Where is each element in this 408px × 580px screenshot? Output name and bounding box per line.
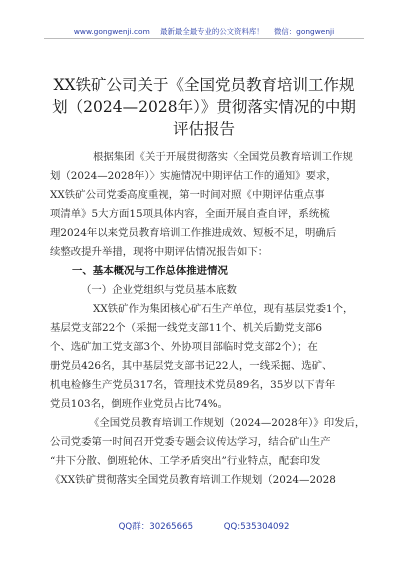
title-line: 划（2024—2028年）》贯彻落实情况的中期 bbox=[52, 98, 356, 116]
body-line: 划（2024—2028年）〉实施情况中期评估工作的通知》要求， bbox=[50, 170, 337, 182]
header-divider bbox=[44, 38, 364, 39]
body-line: 个、选矿加工党支部3个、外协项目部临时党支部2个）；在 bbox=[50, 341, 318, 353]
title-line: 评估报告 bbox=[172, 120, 235, 138]
body-line: “井下分散、倒班轮休、工学矛盾突出”行业特点，配套印发 bbox=[50, 455, 321, 467]
body-line: 党员103名，倒班作业党员占比74%。 bbox=[50, 398, 229, 410]
qq-group: QQ群：30265665 bbox=[118, 522, 194, 532]
body-line: 项清单》5大方面15项具体内容，全面开展自查自评，系统梳 bbox=[50, 208, 330, 220]
site-slogan: 最新最全最专业的公文资料库！ bbox=[160, 27, 264, 36]
body-line: 公司党委第一时间召开党委专题会议传达学习，结合矿山生产 bbox=[50, 436, 331, 448]
title-line: XX铁矿公司关于《全国党员教育培训工作规 bbox=[53, 76, 355, 94]
body-line: 机电检修生产党员317名，管理技术党员89名，35岁以下青年 bbox=[50, 379, 336, 391]
subsection-heading: （一）企业党组织与党员基本底数 bbox=[81, 284, 237, 296]
section-heading: 一、基本概况与工作总体推进情况 bbox=[72, 265, 228, 277]
body-line: 《全国党员教育培训工作规划（2024—2028年）》印发后， bbox=[89, 417, 366, 429]
footer-contact bbox=[0, 520, 408, 532]
header-banner bbox=[0, 26, 408, 37]
qq-number: QQ:535304092 bbox=[223, 522, 290, 532]
body-line: 续整改提升举措，现将中期评估情况报告如下： bbox=[50, 246, 269, 258]
body-line: 根据集团《关于开展贯彻落实〈全国党员教育培训工作规 bbox=[93, 151, 353, 163]
body-line: 《XX铁矿贯彻落实全国党员教育培训工作规划（2024—2028 bbox=[50, 474, 336, 486]
body-line: 理2024年以来党员教育培训工作推进成效、短板不足，明确后 bbox=[50, 227, 337, 239]
body-line: XX铁矿公司党委高度重视，第一时间对照《中期评估重点事 bbox=[50, 189, 325, 201]
document-body bbox=[50, 148, 372, 490]
body-line: 基层党支部22个（采掘一线党支部11个、机关后勤党支部6 bbox=[50, 322, 323, 334]
body-line: XX铁矿作为集团核心矿石生产单位，现有基层党委1个， bbox=[93, 303, 354, 315]
document-title bbox=[40, 74, 368, 140]
wechat-contact: 微信：gongwenji bbox=[273, 27, 335, 36]
body-line: 册党员426名，其中基层党支部书记22人，一线采掘、选矿、 bbox=[50, 360, 333, 372]
website-link[interactable]: www.gongwenji.com bbox=[73, 27, 150, 36]
